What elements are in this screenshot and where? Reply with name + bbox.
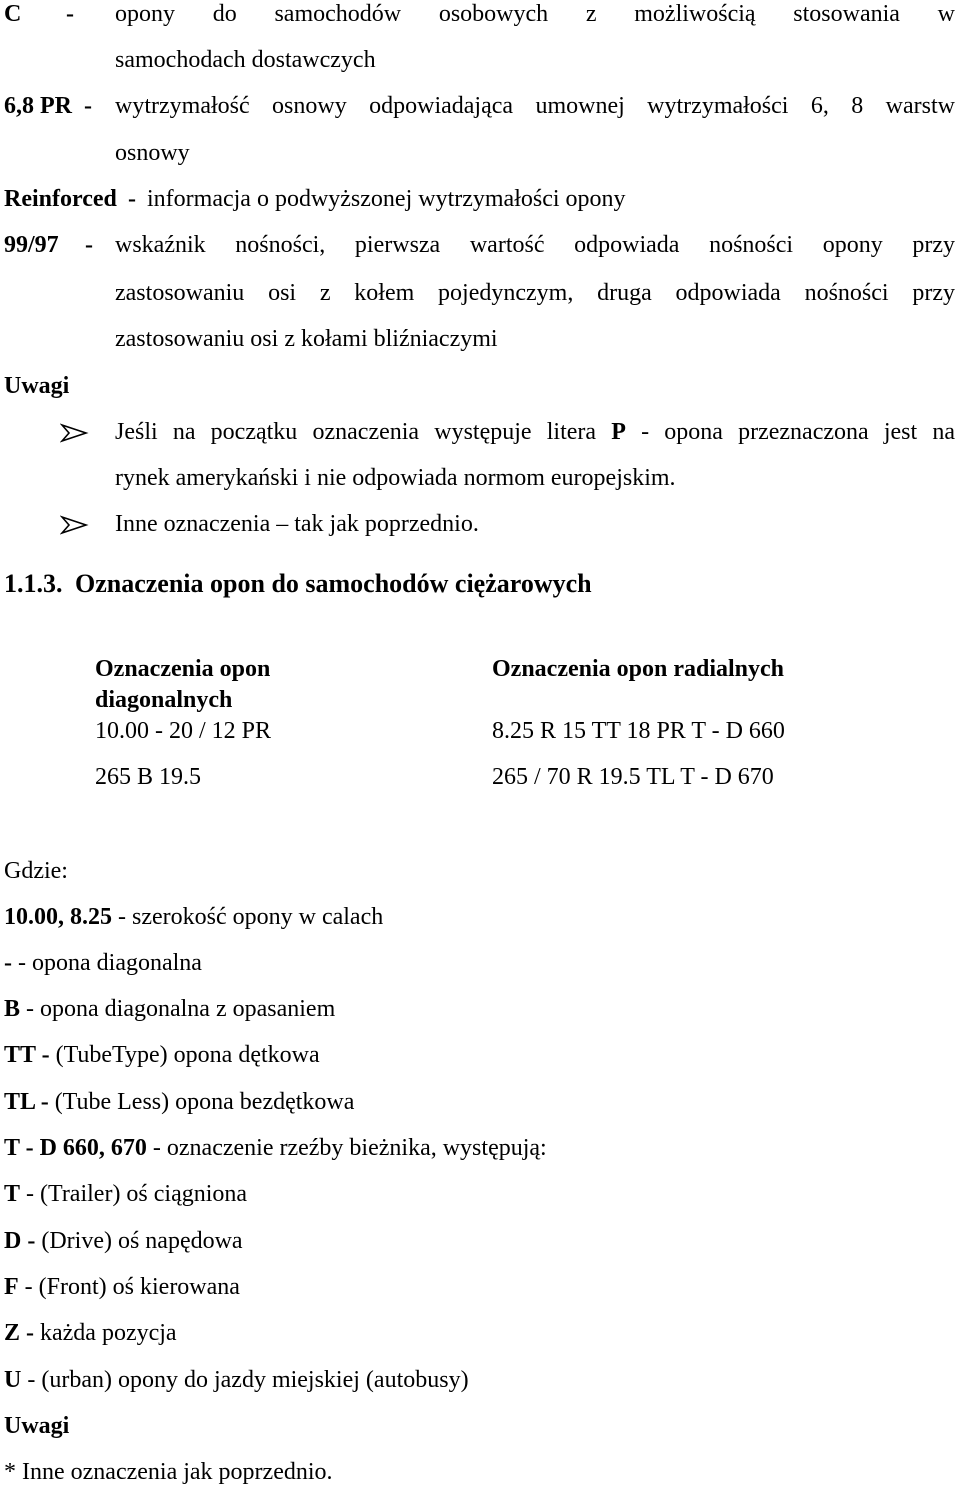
term-separator: - <box>66 1 74 27</box>
arrowhead-bullet-icon <box>60 515 96 535</box>
definition-row <box>4 1227 243 1256</box>
term: B <box>4 996 21 1022</box>
term: 10.00, 8.25 <box>4 904 112 930</box>
table-header-radial: Oznaczenia opon radialnych <box>492 656 785 682</box>
notes-heading: Uwagi <box>4 373 70 399</box>
definition-text: samochodach dostawczych <box>115 47 376 73</box>
definition-text: wytrzymałość osnowy odpowiadająca umownej wytrzymałości 6, 8 warstw <box>115 93 955 119</box>
definition-text: (TubeType) opona dętkowa <box>49 1042 320 1068</box>
definition-text: - (Front) oś kierowana <box>18 1274 240 1300</box>
definition-text: - szerokość opony w calach <box>112 904 384 930</box>
term: U <box>4 1367 22 1393</box>
definition-text: (Drive) oś napędowa <box>35 1228 243 1254</box>
definition-row <box>4 1319 177 1348</box>
definition-text: osnowy <box>115 140 190 166</box>
definition-text: wskaźnik nośności, pierwsza wartość odpowiada nośności opony przy <box>115 232 955 258</box>
term-separator: - <box>85 232 93 258</box>
term: 99/97 <box>4 232 59 258</box>
section-heading <box>4 568 592 599</box>
term: C <box>4 1 22 27</box>
term: TL - <box>4 1089 49 1115</box>
term: TT - <box>4 1042 50 1068</box>
term: F <box>4 1274 19 1300</box>
definition-text: - oznaczenie rzeźby bieżnika, występują: <box>146 1135 547 1161</box>
table-header-diagonal: Oznaczenia opon <box>95 656 271 682</box>
definition-row <box>4 949 202 978</box>
term-separator: - <box>84 93 92 119</box>
term: - <box>4 950 12 976</box>
definition-text: - (Trailer) oś ciągniona <box>20 1181 248 1207</box>
definition-row <box>4 1134 547 1163</box>
section-title: Oznaczenia opon do samochodów ciężarowych <box>75 569 592 598</box>
arrowhead-bullet-icon <box>60 423 96 443</box>
definition-row <box>4 903 383 932</box>
table-cell: 8.25 R 15 TT 18 PR T - D 660 <box>492 718 785 744</box>
term: 6,8 PR <box>4 93 72 119</box>
definition-text: - opona diagonalna <box>12 950 202 976</box>
definition-text: opony do samochodów osobowych z możliwością stosowania w <box>115 1 955 27</box>
definition-text: (Tube Less) opona bezdętkowa <box>48 1089 355 1115</box>
section-number: 1.1.3. <box>4 569 63 598</box>
term: T <box>4 1181 21 1207</box>
definition-text: zastosowaniu osi z kołem pojedynczym, druga odpowiada nośności przy <box>115 280 955 306</box>
note-text: Jeśli na początku oznaczenia występuje litera P - opona przeznaczona jest na <box>115 419 955 445</box>
table-header-diagonal: diagonalnych <box>95 687 233 713</box>
definition-row <box>4 1366 469 1395</box>
term: Z - <box>4 1320 34 1346</box>
table-cell: 265 B 19.5 <box>95 764 202 790</box>
term-separator: - <box>128 186 136 212</box>
definition-row <box>4 1041 320 1070</box>
definition-row <box>4 1088 354 1117</box>
term: Reinforced <box>4 186 117 212</box>
definition-text: zastosowaniu osi z kołami bliźniaczymi <box>115 326 498 352</box>
table-cell: 265 / 70 R 19.5 TL T - D 670 <box>492 764 774 790</box>
table-cell: 10.00 - 20 / 12 PR <box>95 718 272 744</box>
where-label: Gdzie: <box>4 858 68 884</box>
definition-text: informacja o podwyższonej wytrzymałości opony <box>147 186 626 212</box>
note-text: Inne oznaczenia – tak jak poprzednio. <box>115 511 479 537</box>
definition-text: każda pozycja <box>34 1320 177 1346</box>
definition-text: - (urban) opony do jazdy miejskiej (autobusy) <box>21 1367 469 1393</box>
definition-row <box>4 995 335 1024</box>
definition-text: - opona diagonalna z opasaniem <box>20 996 336 1022</box>
definition-row <box>4 1273 240 1302</box>
notes-heading: Uwagi <box>4 1413 70 1439</box>
note-text: rynek amerykański i nie odpowiada normom europejskim. <box>115 465 676 491</box>
definition-row <box>4 1180 247 1209</box>
note-text: * Inne oznaczenia jak poprzednio. <box>4 1459 333 1485</box>
term: T - D 660, 670 <box>4 1135 147 1161</box>
term: D - <box>4 1228 36 1254</box>
